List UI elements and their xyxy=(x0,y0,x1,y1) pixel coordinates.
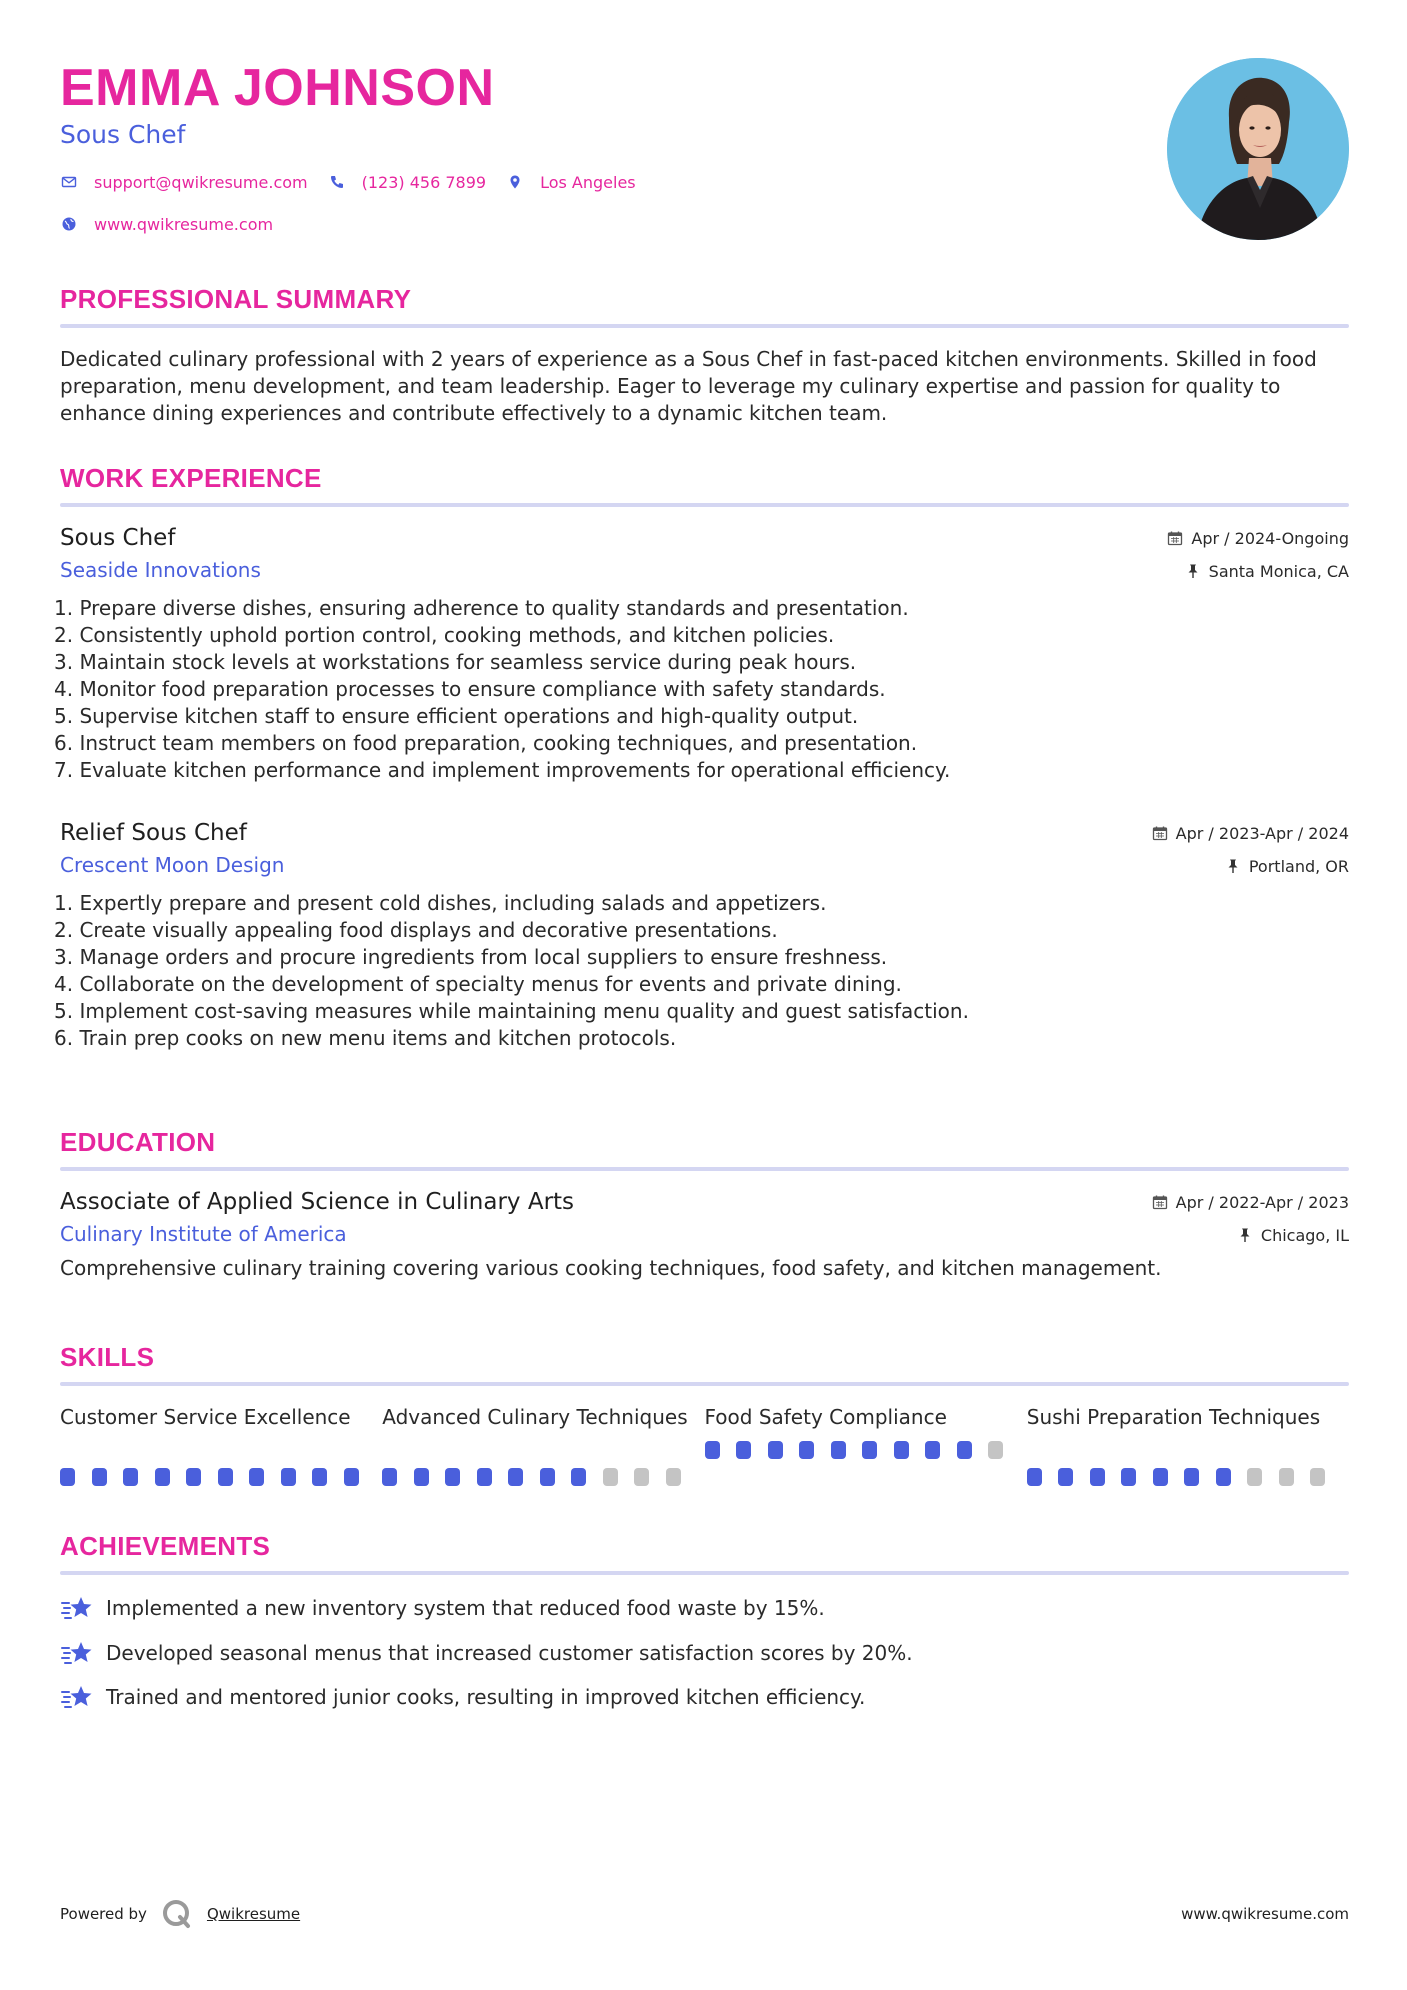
location-pin-icon xyxy=(506,173,524,191)
skill-dot-empty xyxy=(1310,1468,1325,1486)
achievements-list xyxy=(60,1593,1349,1712)
job-entry xyxy=(54,523,1349,784)
experience-heading: WORK EXPERIENCE xyxy=(60,463,322,493)
skill-dot-empty xyxy=(1279,1468,1294,1486)
skill-dot-filled xyxy=(1027,1468,1042,1486)
skill-name: Food Safety Compliance xyxy=(704,1405,947,1429)
list-item: 5. Implement cost-saving measures while maintaining menu quality and guest satisfaction. xyxy=(54,999,969,1023)
skill-item xyxy=(60,1404,382,1486)
skill-dot-filled xyxy=(249,1468,264,1486)
skill-dot-filled xyxy=(894,1441,909,1459)
star-icon xyxy=(60,1639,94,1667)
achievement-item xyxy=(60,1638,1349,1668)
skill-dot-filled xyxy=(477,1468,492,1486)
school-name: Culinary Institute of America xyxy=(60,1222,347,1246)
skill-name: Sushi Preparation Techniques xyxy=(1026,1405,1321,1429)
list-item: 5. Supervise kitchen staff to ensure efficient operations and high-quality output. xyxy=(54,704,859,728)
website-row xyxy=(60,213,1060,235)
achievement-item xyxy=(60,1682,1349,1712)
skill-dot-filled xyxy=(186,1468,201,1486)
phone-text[interactable]: (123) 456 7899 xyxy=(361,172,487,192)
skill-item xyxy=(382,1404,704,1486)
skill-dot-filled xyxy=(831,1441,846,1459)
brand-link[interactable]: Qwikresume xyxy=(206,1905,301,1923)
achievements-section xyxy=(60,1529,1349,1727)
skill-rating xyxy=(60,1468,382,1486)
job-title: Sous Chef xyxy=(60,525,176,551)
phone-contact[interactable] xyxy=(328,173,486,192)
calendar-icon xyxy=(1152,825,1168,841)
skill-dot-filled xyxy=(705,1441,720,1459)
skill-rating xyxy=(1027,1468,1349,1486)
education-dates-text: Apr / 2022-Apr / 2023 xyxy=(1175,1192,1349,1212)
job-dates-text: Apr / 2023-Apr / 2024 xyxy=(1175,823,1349,843)
job-meta xyxy=(1152,822,1349,877)
list-item: 7. Evaluate kitchen performance and implement improvements for operational efficiency. xyxy=(54,758,951,782)
list-item: 6. Instruct team members on food preparation, cooking techniques, and presentation. xyxy=(54,731,918,755)
calendar-icon xyxy=(1152,1194,1168,1210)
page-footer xyxy=(60,1898,1349,1930)
achievement-text: Trained and mentored junior cooks, resulting in improved kitchen efficiency. xyxy=(106,1685,866,1709)
job-title: Relief Sous Chef xyxy=(60,820,247,846)
education-entry xyxy=(60,1187,1349,1282)
resume-header xyxy=(60,58,1060,235)
education-location xyxy=(1152,1224,1349,1246)
list-item: 3. Maintain stock levels at workstations for seamless service during peak hours. xyxy=(54,650,857,674)
job-location-text: Santa Monica, CA xyxy=(1208,561,1349,581)
email-text[interactable]: support@qwikresume.com xyxy=(94,172,308,192)
summary-heading: PROFESSIONAL SUMMARY xyxy=(60,284,412,314)
achievements-heading: ACHIEVEMENTS xyxy=(60,1531,271,1561)
skill-dot-empty xyxy=(666,1468,681,1486)
calendar-icon xyxy=(1167,530,1183,546)
skill-item xyxy=(1027,1404,1349,1486)
job-entry xyxy=(54,818,1349,1052)
achievement-item xyxy=(60,1593,1349,1623)
skill-dot-filled xyxy=(92,1468,107,1486)
list-item: 1. Prepare diverse dishes, ensuring adherence to quality standards and presentation. xyxy=(54,596,909,620)
list-item: 3. Manage orders and procure ingredients from local suppliers to ensure freshness. xyxy=(54,945,888,969)
job-organization: Seaside Innovations xyxy=(60,558,261,582)
skill-dot-filled xyxy=(1216,1468,1231,1486)
skill-dot-filled xyxy=(925,1441,940,1459)
skill-dot-filled xyxy=(571,1468,586,1486)
location-text: Los Angeles xyxy=(540,172,636,192)
skill-dot-filled xyxy=(414,1468,429,1486)
skill-dot-empty xyxy=(1247,1468,1262,1486)
experience-section xyxy=(54,461,1349,1052)
skill-dot-filled xyxy=(768,1441,783,1459)
footer-website[interactable]: www.qwikresume.com xyxy=(1181,1905,1349,1923)
skill-dot-filled xyxy=(60,1468,75,1486)
job-bullets xyxy=(54,595,1349,784)
list-item: 6. Train prep cooks on new menu items and kitchen protocols. xyxy=(54,1026,677,1050)
list-item: 2. Consistently uphold portion control, cooking methods, and kitchen policies. xyxy=(54,623,835,647)
skill-dot-filled xyxy=(1153,1468,1168,1486)
education-description: Comprehensive culinary training covering various cooking techniques, food safety, and kitchen management. xyxy=(60,1256,1162,1280)
skills-heading: SKILLS xyxy=(60,1342,155,1372)
list-item: 1. Expertly prepare and present cold dishes, including salads and appetizers. xyxy=(54,891,827,915)
contact-row xyxy=(60,171,1060,193)
skill-dot-filled xyxy=(862,1441,877,1459)
job-bullets xyxy=(54,890,1349,1052)
job-location-text: Portland, OR xyxy=(1248,856,1349,876)
education-section xyxy=(60,1125,1349,1282)
skill-dot-filled xyxy=(1121,1468,1136,1486)
email-contact[interactable] xyxy=(60,173,308,192)
job-location xyxy=(1152,855,1349,877)
pushpin-icon xyxy=(1185,563,1201,579)
pushpin-icon xyxy=(1237,1227,1253,1243)
skill-dot-filled xyxy=(445,1468,460,1486)
skill-dot-filled xyxy=(1090,1468,1105,1486)
job-dates xyxy=(1152,822,1349,844)
globe-icon xyxy=(60,215,78,233)
section-divider xyxy=(60,503,1349,507)
skill-dot-filled xyxy=(281,1468,296,1486)
education-meta xyxy=(1152,1191,1349,1246)
skill-dot-filled xyxy=(1184,1468,1199,1486)
job-meta xyxy=(1167,527,1349,582)
achievement-text: Developed seasonal menus that increased customer satisfaction scores by 20%. xyxy=(106,1640,913,1665)
skill-dot-empty xyxy=(603,1468,618,1486)
skill-rating xyxy=(382,1468,704,1486)
education-dates xyxy=(1152,1191,1349,1213)
section-divider xyxy=(60,1571,1349,1575)
website-text[interactable]: www.qwikresume.com xyxy=(94,214,274,234)
job-dates-text: Apr / 2024-Ongoing xyxy=(1191,528,1349,548)
list-item: 4. Monitor food preparation processes to ensure compliance with safety standards. xyxy=(54,677,886,701)
section-divider xyxy=(60,324,1349,328)
skill-dot-filled xyxy=(1058,1468,1073,1486)
website-contact[interactable] xyxy=(60,215,273,234)
job-location xyxy=(1167,560,1349,582)
star-icon xyxy=(60,1594,94,1622)
candidate-name: EMMA JOHNSON xyxy=(60,59,495,117)
profile-photo xyxy=(1167,58,1349,240)
summary-section xyxy=(60,282,1349,427)
education-heading: EDUCATION xyxy=(60,1127,216,1157)
skill-dot-filled xyxy=(123,1468,138,1486)
skill-dot-filled xyxy=(736,1441,751,1459)
skill-dot-filled xyxy=(508,1468,523,1486)
skill-dot-filled xyxy=(382,1468,397,1486)
skill-name: Advanced Culinary Techniques xyxy=(382,1405,688,1429)
candidate-role: Sous Chef xyxy=(60,120,186,149)
achievement-text: Implemented a new inventory system that reduced food waste by 15%. xyxy=(106,1596,825,1620)
skill-dot-filled xyxy=(957,1441,972,1459)
skill-dot-filled xyxy=(155,1468,170,1486)
skill-dot-empty xyxy=(988,1441,1003,1459)
phone-icon xyxy=(328,173,346,191)
degree-title: Associate of Applied Science in Culinary Arts xyxy=(60,1189,575,1215)
qwikresume-logo-icon xyxy=(161,1898,193,1930)
summary-text: Dedicated culinary professional with 2 years of experience as a Sous Chef in fast-paced kitchen environments. Skilled in food preparation, menu development, and team leadership. Eager to leverage my culinary expertise and passion for quality to enhance dining experiences and contribute effectively to a dynamic kitchen team. xyxy=(60,347,1317,425)
powered-by-label: Powered by xyxy=(60,1905,147,1923)
skills-row xyxy=(60,1404,1349,1486)
location-contact xyxy=(506,173,636,192)
skill-item xyxy=(705,1404,1027,1486)
skill-dot-filled xyxy=(344,1468,359,1486)
job-dates xyxy=(1167,527,1349,549)
skills-section xyxy=(60,1340,1349,1486)
skill-dot-filled xyxy=(218,1468,233,1486)
skill-name: Customer Service Excellence xyxy=(60,1405,351,1429)
skill-dot-empty xyxy=(634,1468,649,1486)
list-item: 2. Create visually appealing food displays and decorative presentations. xyxy=(54,918,778,942)
section-divider xyxy=(60,1382,1349,1386)
mail-icon xyxy=(60,173,78,191)
footer-branding xyxy=(60,1898,300,1930)
star-icon xyxy=(60,1683,94,1711)
skill-rating xyxy=(705,1441,1027,1459)
education-location-text: Chicago, IL xyxy=(1260,1225,1349,1245)
section-divider xyxy=(60,1167,1349,1171)
pushpin-icon xyxy=(1225,858,1241,874)
skill-dot-filled xyxy=(312,1468,327,1486)
skill-dot-filled xyxy=(540,1468,555,1486)
skill-dot-filled xyxy=(799,1441,814,1459)
list-item: 4. Collaborate on the development of specialty menus for events and private dining. xyxy=(54,972,902,996)
job-organization: Crescent Moon Design xyxy=(60,853,285,877)
